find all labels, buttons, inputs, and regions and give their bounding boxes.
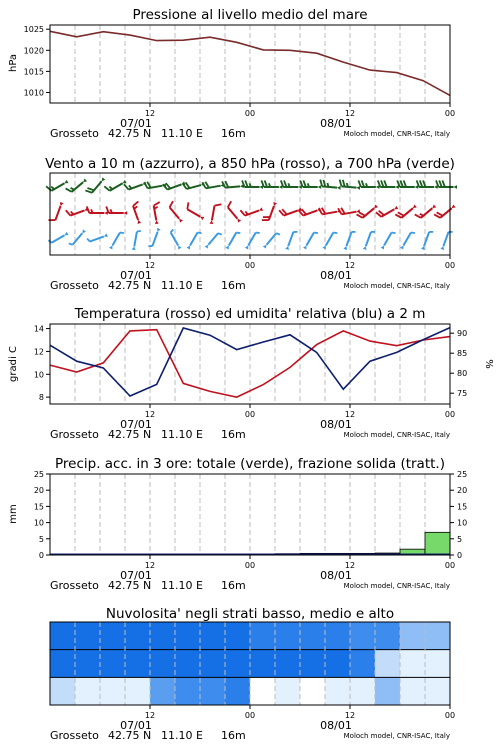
x-tick-label: 00 bbox=[244, 561, 256, 570]
x-tick-label: 00 bbox=[444, 410, 456, 419]
date-label: 08/01 bbox=[320, 117, 352, 130]
cloud-title: Nuvolosita' negli strati basso, medio e alto bbox=[105, 606, 395, 622]
x-tick-label: 00 bbox=[444, 109, 456, 118]
cloud-cell bbox=[150, 622, 175, 650]
wind-barb bbox=[358, 180, 379, 188]
cloud-cell bbox=[200, 650, 225, 678]
date-label: 08/01 bbox=[320, 418, 352, 431]
cloud-cell bbox=[275, 650, 300, 678]
y-right-tick-label: 75 bbox=[457, 389, 468, 399]
cloud-cell bbox=[400, 677, 425, 705]
date-label: 07/01 bbox=[120, 117, 152, 130]
station-lat: 42.75 N bbox=[108, 428, 152, 441]
y-tick-label: 1025 bbox=[23, 25, 44, 35]
wind-barb bbox=[182, 182, 204, 189]
date-label: 07/01 bbox=[120, 269, 152, 282]
cloud-cell bbox=[425, 622, 450, 650]
x-tick-label: 12 bbox=[144, 711, 156, 720]
wind-barb bbox=[87, 233, 108, 241]
wind-barb bbox=[240, 207, 263, 215]
cloud-cell bbox=[225, 677, 250, 705]
station-lat: 42.75 N bbox=[108, 279, 152, 292]
wind-barb bbox=[85, 177, 105, 192]
cloud-cell bbox=[175, 622, 200, 650]
precip-ylabel: mm bbox=[8, 504, 19, 524]
y-right-tick-label: 90 bbox=[457, 329, 468, 339]
wind-barb bbox=[202, 182, 224, 189]
humidity-line bbox=[50, 328, 450, 396]
cloud-cell bbox=[400, 650, 425, 678]
wind-barb bbox=[66, 207, 89, 215]
cloud-cell bbox=[250, 650, 275, 678]
wind-barb bbox=[170, 201, 183, 223]
x-tick-label: 00 bbox=[444, 711, 456, 720]
y-right-tick-label: 15 bbox=[457, 502, 468, 512]
cloud-cell bbox=[150, 650, 175, 678]
wind-barb bbox=[417, 180, 438, 188]
x-tick-label: 12 bbox=[144, 410, 156, 419]
temp-humidity-panel bbox=[8, 306, 494, 441]
x-tick-label: 00 bbox=[244, 410, 256, 419]
station-lat: 42.75 N bbox=[108, 579, 152, 592]
cloud-cell bbox=[125, 677, 150, 705]
wind-barb bbox=[109, 233, 124, 250]
cloud-cell bbox=[300, 622, 325, 650]
wind-title: Vento a 10 m (azzurro), a 850 hPa (rosso), a 700 hPa (verde) bbox=[45, 156, 455, 172]
wind-panel bbox=[45, 156, 457, 292]
y-tick-label: 8 bbox=[38, 393, 44, 403]
date-label: 08/01 bbox=[320, 569, 352, 582]
wind-barb bbox=[363, 232, 375, 250]
x-tick-label: 12 bbox=[344, 109, 356, 118]
cloud-cell bbox=[100, 650, 125, 678]
wind-barb bbox=[225, 233, 240, 250]
cloud-cell bbox=[325, 622, 350, 650]
wind-barb bbox=[279, 207, 302, 215]
wind-barb bbox=[205, 233, 222, 248]
cloud-cell bbox=[375, 622, 400, 650]
cloud-cell bbox=[125, 622, 150, 650]
x-tick-label: 00 bbox=[244, 109, 256, 118]
y-tick-label: 14 bbox=[33, 324, 44, 334]
cloud-cell bbox=[150, 677, 175, 705]
cloud-cell bbox=[350, 677, 375, 705]
precip-title: Precip. acc. in 3 ore: totale (verde), frazione solida (tratt.) bbox=[55, 456, 445, 472]
station-lat: 42.75 N bbox=[108, 127, 152, 140]
cloud-cell bbox=[325, 677, 350, 705]
temperature-line bbox=[50, 330, 450, 397]
temp-humidity-title: Temperatura (rosso) ed umidita' relativa (blu) a 2 m bbox=[74, 306, 426, 322]
cloud-cell bbox=[275, 622, 300, 650]
wind-barb bbox=[434, 204, 456, 217]
model-credit: Moloch model, CNR-ISAC, Italy bbox=[343, 732, 450, 740]
wind-barb bbox=[299, 207, 322, 215]
y-tick-label: 20 bbox=[33, 486, 44, 496]
wind-barb bbox=[48, 202, 63, 220]
station-lon: 11.10 E bbox=[161, 579, 203, 592]
cloud-cell bbox=[50, 677, 75, 705]
station-elevation: 16m bbox=[221, 279, 246, 292]
station-elevation: 16m bbox=[221, 579, 246, 592]
wind-barb bbox=[171, 229, 182, 249]
y-tick-label: 0 bbox=[38, 551, 44, 560]
wind-barb bbox=[209, 204, 221, 224]
wind-barb bbox=[104, 180, 126, 191]
cloud-cell bbox=[75, 677, 100, 705]
wind-barb bbox=[421, 232, 433, 250]
cloud-cell bbox=[100, 622, 125, 650]
station-lat: 42.75 N bbox=[108, 729, 152, 742]
y-tick-label: 10 bbox=[33, 370, 44, 380]
cloud-cell bbox=[50, 650, 75, 678]
y-tick-label: 5 bbox=[38, 534, 44, 544]
wind-barb bbox=[320, 180, 341, 190]
y-tick-label: 15 bbox=[33, 502, 44, 512]
station-name: Grosseto bbox=[50, 279, 99, 292]
wind-barb bbox=[228, 201, 241, 223]
cloud-cell bbox=[125, 650, 150, 678]
y-right-tick-label: 5 bbox=[457, 534, 463, 544]
y-tick-label: 25 bbox=[33, 470, 44, 479]
y-tick-label: 1020 bbox=[23, 46, 44, 56]
pressure-panel bbox=[8, 7, 455, 140]
wind-barb bbox=[124, 181, 147, 189]
x-tick-label: 12 bbox=[144, 109, 156, 118]
station-name: Grosseto bbox=[50, 729, 99, 742]
wind-barb bbox=[436, 180, 457, 188]
cloud-cell bbox=[100, 677, 125, 705]
y-tick-label: 10 bbox=[33, 518, 44, 528]
cloud-cell bbox=[425, 677, 450, 705]
cloud-cell bbox=[400, 622, 425, 650]
wind-barb bbox=[187, 233, 202, 250]
station-lon: 11.10 E bbox=[161, 428, 203, 441]
cloud-cell bbox=[375, 677, 400, 705]
wind-barb bbox=[132, 231, 141, 250]
wind-barb bbox=[69, 229, 86, 244]
cloud-cell bbox=[250, 677, 275, 705]
cloud-cell bbox=[350, 622, 375, 650]
pressure-title: Pressione al livello medio del mare bbox=[132, 7, 368, 23]
wind-barb bbox=[415, 204, 437, 217]
wind-barb bbox=[338, 208, 360, 215]
wind-barb bbox=[66, 178, 88, 191]
station-name: Grosseto bbox=[50, 579, 99, 592]
wind-barb bbox=[187, 202, 204, 220]
station-elevation: 16m bbox=[221, 127, 246, 140]
y-tick-label: 12 bbox=[33, 347, 44, 357]
station-name: Grosseto bbox=[50, 127, 99, 140]
model-credit: Moloch model, CNR-ISAC, Italy bbox=[343, 130, 450, 138]
pressure-ylabel: hPa bbox=[8, 53, 19, 73]
wind-barb bbox=[376, 206, 398, 217]
wind-barb bbox=[242, 180, 263, 188]
wind-barb bbox=[395, 204, 417, 217]
date-label: 07/01 bbox=[120, 569, 152, 582]
cloud-cell bbox=[275, 677, 300, 705]
date-label: 08/01 bbox=[320, 269, 352, 282]
wind-barb bbox=[285, 232, 297, 250]
y-right-tick-label: 0 bbox=[457, 551, 463, 560]
cloud-panel bbox=[50, 606, 455, 742]
x-tick-label: 00 bbox=[244, 711, 256, 720]
wind-barb bbox=[303, 233, 318, 250]
date-label: 07/01 bbox=[120, 418, 152, 431]
model-credit: Moloch model, CNR-ISAC, Italy bbox=[343, 431, 450, 439]
y-tick-label: 1010 bbox=[23, 88, 44, 98]
wind-barb bbox=[163, 181, 186, 189]
station-lon: 11.10 E bbox=[161, 729, 203, 742]
model-credit: Moloch model, CNR-ISAC, Italy bbox=[343, 282, 450, 290]
station-name: Grosseto bbox=[50, 428, 99, 441]
wind-barb bbox=[281, 180, 302, 188]
x-tick-label: 00 bbox=[444, 561, 456, 570]
x-tick-label: 00 bbox=[244, 261, 256, 270]
wind-barb bbox=[154, 202, 160, 224]
cloud-cell bbox=[200, 622, 225, 650]
wind-barb bbox=[87, 206, 108, 214]
y-right-tick-label: 10 bbox=[457, 518, 468, 528]
wind-barb bbox=[48, 232, 68, 243]
cloud-cell bbox=[75, 650, 100, 678]
cloud-cell bbox=[200, 677, 225, 705]
precip-bar bbox=[425, 532, 450, 555]
wind-barb bbox=[400, 233, 415, 250]
cloud-cell bbox=[325, 650, 350, 678]
cloud-cell bbox=[225, 650, 250, 678]
wind-barb bbox=[261, 180, 282, 188]
y-right-tick-label: 20 bbox=[457, 486, 468, 496]
date-label: 08/01 bbox=[320, 719, 352, 732]
wind-barb bbox=[300, 180, 321, 188]
x-tick-label: 12 bbox=[344, 561, 356, 570]
x-tick-label: 12 bbox=[344, 711, 356, 720]
station-elevation: 16m bbox=[221, 428, 246, 441]
wind-barb bbox=[245, 233, 260, 250]
y-tick-label: 1015 bbox=[23, 67, 44, 77]
wind-barb bbox=[106, 206, 127, 214]
cloud-cell bbox=[175, 650, 200, 678]
wind-barb bbox=[343, 232, 355, 250]
cloud-cell bbox=[350, 650, 375, 678]
precip-panel bbox=[8, 456, 467, 592]
station-lon: 11.10 E bbox=[161, 279, 203, 292]
y-right-tick-label: 80 bbox=[457, 369, 468, 379]
cloud-cell bbox=[225, 622, 250, 650]
cloud-cell bbox=[375, 650, 400, 678]
x-tick-label: 12 bbox=[344, 261, 356, 270]
date-label: 07/01 bbox=[120, 719, 152, 732]
wind-barb bbox=[133, 201, 141, 224]
wind-barb bbox=[46, 180, 68, 191]
y-right-tick-label: 25 bbox=[457, 470, 468, 479]
cloud-cell bbox=[425, 650, 450, 678]
y-right-tick-label: 85 bbox=[457, 349, 468, 359]
humidity-ylabel: % bbox=[483, 359, 494, 369]
x-tick-label: 12 bbox=[144, 561, 156, 570]
wind-barb bbox=[378, 180, 399, 188]
x-tick-label: 00 bbox=[444, 261, 456, 270]
temp-ylabel: gradi C bbox=[8, 346, 19, 382]
cloud-cell bbox=[250, 622, 275, 650]
wind-barb bbox=[263, 233, 280, 248]
cloud-cell bbox=[300, 650, 325, 678]
cloud-cell bbox=[50, 622, 75, 650]
model-credit: Moloch model, CNR-ISAC, Italy bbox=[343, 582, 450, 590]
station-lon: 11.10 E bbox=[161, 127, 203, 140]
x-tick-label: 12 bbox=[344, 410, 356, 419]
wind-barb bbox=[440, 232, 452, 250]
cloud-cell bbox=[175, 677, 200, 705]
x-tick-label: 12 bbox=[144, 261, 156, 270]
cloud-cell bbox=[75, 622, 100, 650]
cloud-cell bbox=[300, 677, 325, 705]
wind-barb bbox=[381, 233, 396, 250]
station-elevation: 16m bbox=[221, 729, 246, 742]
